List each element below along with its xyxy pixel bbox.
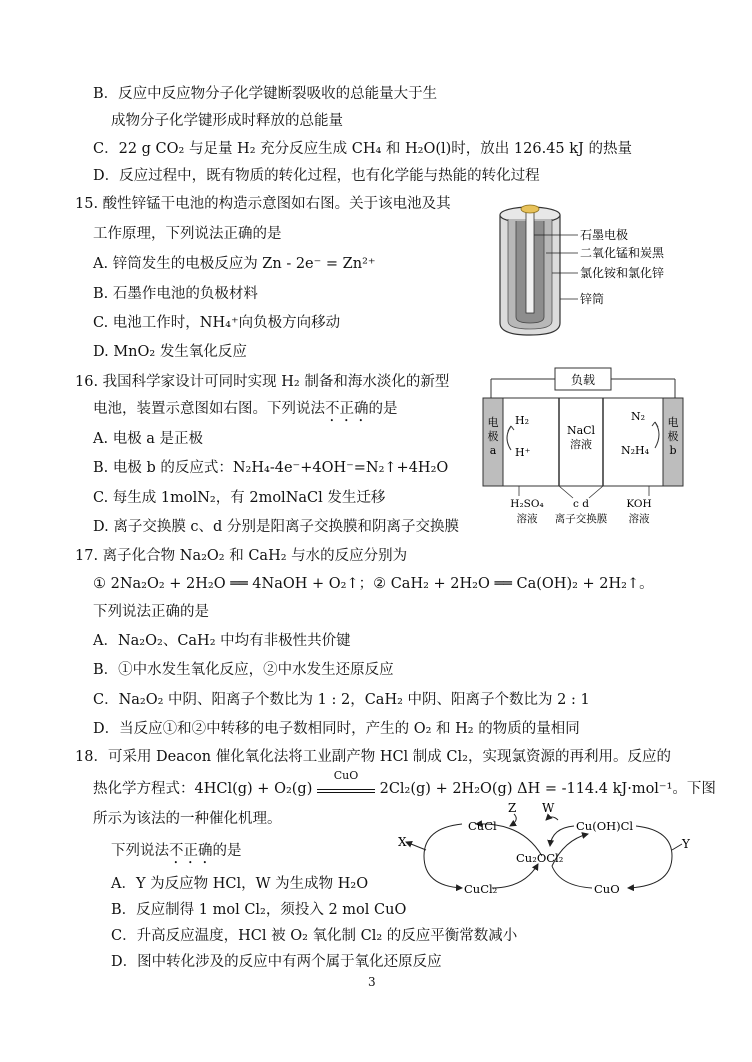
n2h4-label: N₂H₄ bbox=[621, 444, 650, 457]
load-label: 负载 bbox=[570, 373, 596, 387]
cd-label: c d bbox=[573, 498, 589, 510]
electrode-a-char1: 电 bbox=[487, 416, 499, 429]
q15-option-b: B. 石墨作电池的负极材料 bbox=[93, 286, 258, 302]
n2-label: N₂ bbox=[631, 410, 646, 423]
label-mno2-carbon: 二氧化锰和炭黑 bbox=[580, 246, 665, 260]
q18-equation-right: 2Cl₂(g) + 2H₂O(g) ΔH = -114.4 kJ·mol⁻¹。下图 bbox=[379, 781, 716, 797]
q18-ask-part-c: 的是 bbox=[212, 843, 242, 859]
q16-emphasis: 不正确 bbox=[325, 401, 369, 417]
membrane-label: 离子交换膜 bbox=[554, 513, 608, 525]
h2so4-solution-label: 溶液 bbox=[516, 513, 538, 525]
label-cu2ocl2: Cu₂OCl₂ bbox=[516, 851, 564, 865]
label-y: Y bbox=[682, 837, 690, 851]
label-zinc-can: 锌筒 bbox=[580, 292, 605, 306]
q16-stem-part-c: 的是 bbox=[368, 401, 398, 417]
label-x: X bbox=[398, 835, 407, 849]
q14-option-b-line2: 成物分子化学键形成时释放的总能量 bbox=[111, 113, 343, 129]
q16-option-d: D. 离子交换膜 c、d 分别是阳离子交换膜和阴离子交换膜 bbox=[93, 519, 459, 535]
q14-option-c: C．22 g CO₂ 与足量 H₂ 充分反应生成 CH₄ 和 H₂O(l)时，放出 126.45 kJ 的热量 bbox=[93, 141, 632, 157]
q15-option-d: D. MnO₂ 发生氧化反应 bbox=[93, 344, 247, 360]
h2-label: H₂ bbox=[515, 414, 530, 427]
q17-option-c: C．Na₂O₂ 中阴、阳离子个数比为 1 : 2，CaH₂ 中阴、阳离子个数比为 2 : 1 bbox=[93, 692, 590, 708]
label-nh4cl-zncl2: 氯化铵和氯化锌 bbox=[580, 266, 665, 280]
q16-stem-part-a: 电池，装置示意图如右图。下列说法 bbox=[93, 401, 325, 417]
electrode-b-char3: b bbox=[669, 444, 677, 457]
koh-solution-label: 溶液 bbox=[628, 513, 650, 525]
q18-catalyst-arrow bbox=[317, 769, 375, 793]
q16-stem-line1: 16. 我国科学家设计可同时实现 H₂ 制备和海水淡化的新型 bbox=[75, 374, 450, 390]
label-cucl: CuCl bbox=[468, 819, 497, 833]
q18-ask bbox=[111, 841, 242, 867]
nacl-solution-label: 溶液 bbox=[570, 438, 592, 451]
q18-catalyst: CuO bbox=[333, 769, 359, 782]
label-cucl2: CuCl₂ bbox=[464, 882, 498, 896]
nacl-label: NaCl bbox=[566, 424, 596, 437]
q18-option-c: C．升高反应温度，HCl 被 O₂ 氧化制 Cl₂ 的反应平衡常数减小 bbox=[111, 928, 518, 944]
q15-stem-line2: 工作原理，下列说法正确的是 bbox=[93, 226, 282, 242]
q16-stem-line2 bbox=[93, 399, 398, 425]
q18-stem-line3: 所示为该法的一种催化机理。 bbox=[93, 811, 282, 827]
q15-option-a: A. 锌筒发生的电极反应为 Zn - 2e⁻ = Zn²⁺ bbox=[93, 256, 376, 272]
q18-stem-line2 bbox=[93, 769, 716, 799]
q18-stem-line1: 18．可采用 Deacon 催化氧化法将工业副产物 HCl 制成 Cl₂，实现氯资源的再利用。反应的 bbox=[75, 749, 671, 765]
q14-option-b-line1: B．反应中反应物分子化学键断裂吸收的总能量大于生 bbox=[93, 86, 438, 102]
q16-option-b: B. 电极 b 的反应式：N₂H₄-4e⁻+4OH⁻=N₂↑+4H₂O bbox=[93, 460, 449, 476]
h2so4-label: H₂SO₄ bbox=[510, 498, 544, 510]
q17-option-b: B．①中水发生氧化反应，②中水发生还原反应 bbox=[93, 662, 394, 678]
battery-desalination-diagram bbox=[479, 364, 689, 528]
page-number: 3 bbox=[368, 975, 376, 989]
catalytic-cycle-diagram bbox=[392, 800, 698, 906]
q18-option-a: A．Y 为反应物 HCl，W 为生成物 H₂O bbox=[111, 876, 369, 892]
q17-option-a: A．Na₂O₂、CaH₂ 中均有非极性共价键 bbox=[93, 633, 351, 649]
q15-stem-line1: 15. 酸性锌锰干电池的构造示意图如右图。关于该电池及其 bbox=[75, 196, 451, 212]
q18-equation-left: 热化学方程式：4HCl(g) + O₂(g) bbox=[93, 781, 313, 797]
q18-option-d: D．图中转化涉及的反应中有两个属于氧化还原反应 bbox=[111, 954, 442, 970]
q17-equations: ① 2Na₂O₂ + 2H₂O ══ 4NaOH + O₂↑；② CaH₂ + 2H₂O ══ Ca(OH)₂ + 2H₂↑。 bbox=[93, 576, 654, 592]
label-w: W bbox=[542, 801, 555, 815]
q18-equals-sign bbox=[317, 789, 375, 793]
electrode-b-char2: 极 bbox=[667, 430, 679, 443]
q18-option-b: B．反应制得 1 mol Cl₂，须投入 2 mol CuO bbox=[111, 902, 407, 918]
dry-cell-diagram bbox=[488, 195, 678, 345]
electrode-b-char1: 电 bbox=[667, 416, 679, 429]
q16-option-a: A. 电极 a 是正极 bbox=[93, 431, 204, 447]
q14-option-d: D．反应过程中，既有物质的转化过程，也有化学能与热能的转化过程 bbox=[93, 168, 540, 184]
q17-option-d: D．当反应①和②中转移的电子数相同时，产生的 O₂ 和 H₂ 的物质的量相同 bbox=[93, 721, 580, 737]
q18-emphasis: 不正确 bbox=[169, 843, 213, 859]
electrode-a-char2: 极 bbox=[487, 430, 499, 443]
label-graphite-electrode: 石墨电极 bbox=[580, 228, 629, 242]
hplus-label: H⁺ bbox=[515, 446, 531, 459]
koh-label: KOH bbox=[626, 498, 652, 510]
q17-stem: 17. 离子化合物 Na₂O₂ 和 CaH₂ 与水的反应分别为 bbox=[75, 548, 408, 564]
label-z: Z bbox=[508, 801, 517, 815]
q18-ask-part-a: 下列说法 bbox=[111, 843, 169, 859]
q16-option-c: C. 每生成 1molN₂，有 2molNaCl 发生迁移 bbox=[93, 490, 386, 506]
q15-option-c: C. 电池工作时，NH₄⁺向负极方向移动 bbox=[93, 315, 341, 331]
label-cuo: CuO bbox=[594, 882, 620, 896]
label-cuohcl: Cu(OH)Cl bbox=[576, 819, 634, 833]
electrode-a-char3: a bbox=[489, 444, 497, 457]
q17-ask: 下列说法正确的是 bbox=[93, 604, 209, 620]
